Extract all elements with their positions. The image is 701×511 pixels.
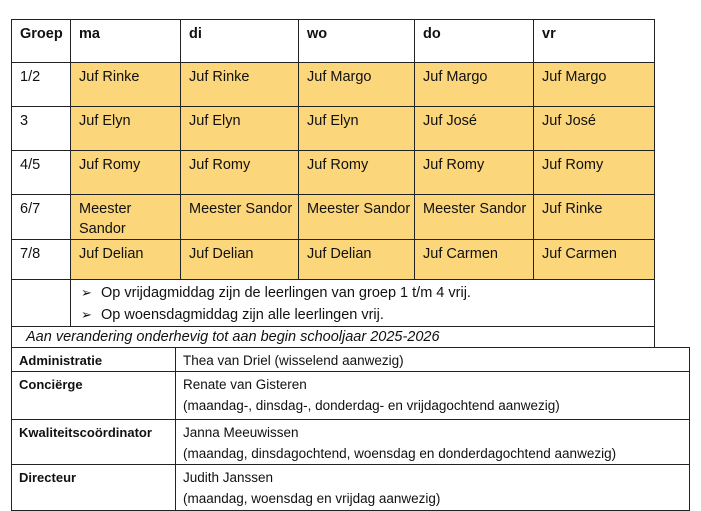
staff-name: Thea van Driel (wisselend aanwezig) — [183, 353, 404, 368]
group-label: 3 — [12, 107, 71, 151]
teacher-cell: Juf Rinke — [181, 63, 299, 107]
staff-info — [176, 465, 690, 511]
teacher-cell: Juf Delian — [71, 240, 181, 280]
header-groep: Groep — [12, 20, 71, 63]
staff-name: Janna Meeuwissen — [183, 425, 299, 440]
teacher-cell: Juf Romy — [534, 151, 655, 195]
list-item — [81, 282, 654, 304]
group-label: 6/7 — [12, 195, 71, 240]
header-do: do — [415, 20, 534, 63]
teacher-cell: Juf Romy — [415, 151, 534, 195]
teacher-cell: Juf Romy — [181, 151, 299, 195]
staff-role: Directeur — [12, 465, 176, 511]
teacher-cell: Juf Romy — [71, 151, 181, 195]
teacher-cell: Juf Delian — [181, 240, 299, 280]
staff-info — [176, 420, 690, 465]
arrow-bullet-icon: ➢ — [81, 285, 92, 300]
schedule-header-row — [12, 20, 655, 63]
staff-availability: (maandag, woensdag en vrijdag aanwezig) — [183, 491, 441, 506]
table-row — [12, 195, 655, 240]
group-label: 7/8 — [12, 240, 71, 280]
notes-cell — [71, 280, 655, 327]
note-text: Op woensdagmiddag zijn alle leerlingen vrij. — [101, 307, 384, 323]
table-row — [12, 420, 690, 465]
teacher-cell: Juf Romy — [299, 151, 415, 195]
teacher-cell: Juf Carmen — [534, 240, 655, 280]
disclaimer-row — [12, 327, 655, 348]
staff-role: Administratie — [12, 348, 176, 372]
disclaimer-text: Aan verandering onderhevig tot aan begin schooljaar 2025-2026 — [12, 327, 655, 348]
teacher-cell: Meester Sandor — [415, 195, 534, 240]
notes-list — [79, 282, 654, 326]
table-row — [12, 240, 655, 280]
group-label: 4/5 — [12, 151, 71, 195]
teacher-cell: Juf Rinke — [71, 63, 181, 107]
table-row — [12, 372, 690, 420]
teacher-cell: Meester Sandor — [181, 195, 299, 240]
notes-empty-cell — [12, 280, 71, 327]
staff-availability: (maandag-, dinsdag-, donderdag- en vrijdagochtend aanwezig) — [183, 398, 560, 413]
staff-info — [176, 372, 690, 420]
header-vr: vr — [534, 20, 655, 63]
header-ma: ma — [71, 20, 181, 63]
teacher-cell: Juf Elyn — [181, 107, 299, 151]
staff-table — [11, 347, 690, 511]
teacher-cell: Juf Delian — [299, 240, 415, 280]
staff-availability: (maandag, dinsdagochtend, woensdag en donderdagochtend aanwezig) — [183, 446, 617, 461]
teacher-cell: Juf José — [415, 107, 534, 151]
teacher-cell: Juf Carmen — [415, 240, 534, 280]
arrow-bullet-icon: ➢ — [81, 307, 92, 322]
teacher-cell: Meester Sandor — [299, 195, 415, 240]
table-row — [12, 348, 690, 372]
table-row — [12, 63, 655, 107]
staff-name: Judith Janssen — [183, 470, 274, 485]
teacher-cell: Juf Elyn — [299, 107, 415, 151]
group-label: 1/2 — [12, 63, 71, 107]
teacher-cell: Juf Margo — [534, 63, 655, 107]
header-wo: wo — [299, 20, 415, 63]
table-row — [12, 465, 690, 511]
teacher-cell: Juf Rinke — [534, 195, 655, 240]
note-text: Op vrijdagmiddag zijn de leerlingen van groep 1 t/m 4 vrij. — [101, 285, 471, 301]
teacher-cell: Juf José — [534, 107, 655, 151]
table-row — [12, 107, 655, 151]
list-item — [81, 304, 654, 326]
header-di: di — [181, 20, 299, 63]
teacher-cell: Juf Margo — [415, 63, 534, 107]
staff-role: Kwaliteitscoördinator — [12, 420, 176, 465]
staff-role: Conciërge — [12, 372, 176, 420]
table-row — [12, 151, 655, 195]
notes-row — [12, 280, 655, 327]
teacher-cell: Juf Margo — [299, 63, 415, 107]
staff-info — [176, 348, 690, 372]
teacher-cell: Juf Elyn — [71, 107, 181, 151]
teacher-schedule-table — [11, 19, 655, 348]
teacher-cell: Meester Sandor — [71, 195, 181, 240]
staff-name: Renate van Gisteren — [183, 377, 307, 392]
